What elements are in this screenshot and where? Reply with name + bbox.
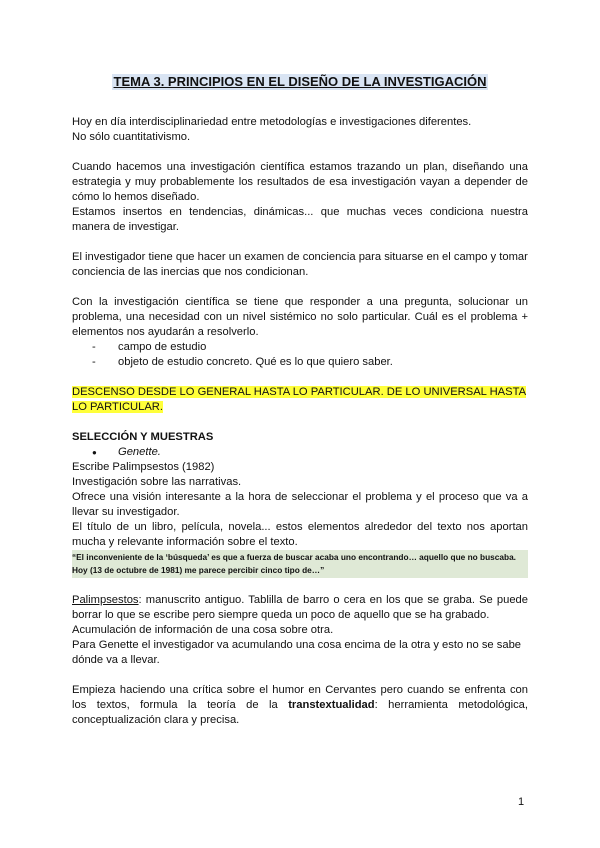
palimpsestos-term: Palimpsestos [72, 594, 139, 606]
bullet-item-genette: ● Genette. [92, 445, 528, 460]
document-title: TEMA 3. PRINCIPIOS EN EL DISEÑO DE LA INVESTIGACIÓN [113, 74, 487, 89]
spacer [72, 145, 528, 160]
title-wrap [72, 74, 528, 91]
highlighted-statement [72, 385, 528, 415]
quote-line-2: Hoy (13 de octubre de 1981) me parece percibir cinco tipo de…” [72, 565, 325, 575]
spacer [72, 370, 528, 385]
dash-item-campo: - campo de estudio [92, 340, 528, 355]
highlight-text: DESCENSO DESDE LO GENERAL HASTA LO PARTICULAR. DE LO UNIVERSAL HASTA LO PARTICULAR. [72, 386, 527, 413]
spacer [72, 668, 528, 683]
spacer [72, 235, 528, 250]
palimpsestos-line-3: Para Genette el investigador va acumulando una cosa encima de la otra y esto no se sabe dónde va a llevar. [72, 639, 522, 666]
paragraph-final [72, 683, 528, 728]
palimpsestos-line-2: Acumulación de información de una cosa sobre otra. [72, 624, 334, 636]
final-term: transtextualidad [288, 699, 375, 711]
intro-line-1: Hoy en día interdisciplinariedad entre metodologías e investigaciones diferentes. [72, 116, 472, 128]
paragraph-palimpsestos [72, 593, 528, 623]
spacer [72, 415, 528, 430]
section-heading: SELECCIÓN Y MUESTRAS [72, 431, 214, 443]
final-before: Empieza haciendo una crítica sobre el humor en Cervantes pero cuando se enfrenta con los textos, formula la teoría de la [72, 684, 528, 711]
dash-item-objeto: - objeto de estudio concreto. Qué es lo que quiero saber. [92, 355, 528, 370]
paragraph-plan: Cuando hacemos una investigación científica estamos trazando un plan, diseñando una estrategia y muy probablemente los resultados de esa investigación vayan a depender de cómo lo hemos diseñado. [72, 161, 528, 203]
paragraph-tendencias: Estamos insertos en tendencias, dinámicas... que muchas veces condiciona nuestra manera de investigar. [72, 206, 528, 233]
bullet-list [72, 445, 528, 460]
quote-line-1: “El inconveniente de la ‘búsqueda’ es que a fuerza de buscar acaba uno encontrando… aquello que no buscaba. [72, 552, 516, 562]
quote-block [72, 550, 528, 578]
paragraph-pregunta: Con la investigación científica se tiene que responder a una pregunta, solucionar un problema, una necesidad con un nivel sistémico no solo particular. Cuál es el problema + elementos nos ayudarán a resolverlo. [72, 296, 528, 338]
spacer [72, 280, 528, 295]
intro-line-2: No sólo cuantitativismo. [72, 131, 191, 143]
page-number: 1 [518, 796, 525, 808]
paragraph-investigador: El investigador tiene que hacer un examen de conciencia para situarse en el campo y tomar conciencia de las inercias que nos condicionan. [72, 251, 528, 278]
section-line-2: Investigación sobre las narrativas. [72, 476, 242, 488]
spacer [72, 578, 528, 593]
section-line-3: Ofrece una visión interesante a la hora de seleccionar el problema y el proceso que va a llevar su investigador. [72, 491, 528, 518]
document-content [72, 74, 528, 728]
section-line-4: El título de un libro, película, novela... estos elementos alrededor del texto nos aportan mucha y relevante información sobre el texto. [72, 521, 528, 548]
dash-list [72, 340, 528, 370]
final-after: : herramienta metodológica, conceptualización clara y precisa. [72, 699, 528, 726]
section-line-1: Escribe Palimpsestos (1982) [72, 461, 215, 473]
palimpsestos-definition: : manuscrito antiguo. Tablilla de barro o cera en los que se graba. Se puede borrar lo que se escribe pero siempre queda un poco de aquello que se ha grabado. [72, 594, 528, 621]
